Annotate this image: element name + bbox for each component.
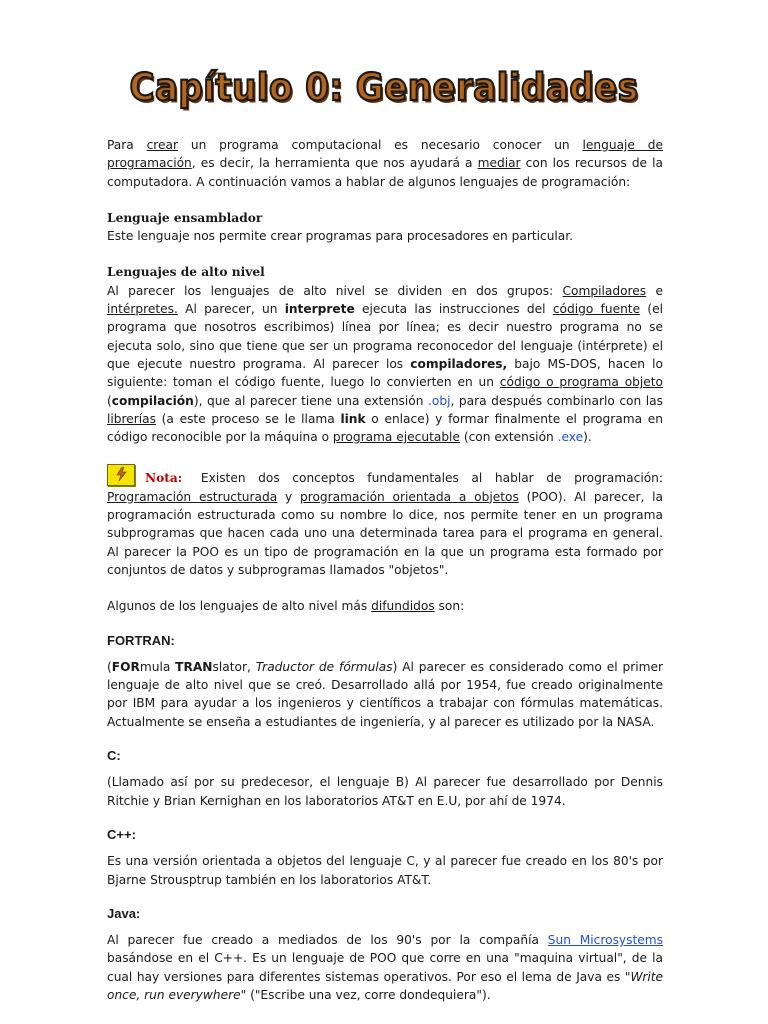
note-icon xyxy=(107,464,135,486)
ensamblador-heading: Lenguaje ensamblador xyxy=(107,210,263,225)
ext-obj: .obj xyxy=(428,393,451,408)
body-text: ( xyxy=(107,393,112,408)
term-link: link xyxy=(340,411,366,426)
intro-paragraph xyxy=(107,136,663,191)
body-text: " ("Escribe una vez, corre dondequiera"). xyxy=(240,987,491,1002)
intro-text: , es decir, la herramienta que nos ayudará a xyxy=(191,156,478,171)
link-programacion-estructurada[interactable]: Programación estructurada xyxy=(107,489,278,504)
fortran-tran: TRAN xyxy=(175,659,213,674)
fortran-heading: FORTRAN: xyxy=(107,632,175,648)
body-text: Existen dos conceptos fundamentales al hablar de programación: xyxy=(188,471,663,486)
link-codigo-fuente[interactable]: código fuente xyxy=(552,302,641,317)
java-motto: Write once, run everywhere xyxy=(107,969,663,1002)
body-text: son: xyxy=(434,599,465,614)
body-text: Al parecer fue creado a mediados de los 90's por la compañía xyxy=(107,933,548,948)
term-interprete: interprete xyxy=(284,302,355,317)
cpp-heading: C++: xyxy=(107,826,136,842)
link-crear[interactable]: crear xyxy=(146,138,179,152)
nota-section xyxy=(107,464,663,579)
body-text: (a este proceso se le llama xyxy=(155,411,341,426)
body-text: e xyxy=(646,283,663,298)
document-body xyxy=(107,136,663,1004)
intro-text: Para xyxy=(107,138,147,152)
body-text: (con extensión xyxy=(459,430,558,445)
fortran-translation: Traductor de fórmulas xyxy=(255,659,393,674)
alto-nivel-section xyxy=(107,263,663,446)
body-text: (POO). Al parecer, la programación estructurada como su nombre lo dice, nos permite tener en un programa subprogramas que hacen cada uno una determinada tarea para el programa en general. Al parecer la POO es un tipo de programación en la que un programa esta formado por conjuntos de datos y subprogramas llamados "objetos". xyxy=(107,489,663,577)
java-heading: Java: xyxy=(107,905,141,921)
c-paragraph: (Llamado así por su predecesor, el lenguaje B) Al parecer fue desarrollado por Dennis Ritchie y Brian Kernighan en los laboratorios AT&T en E.U, por ahí de 1974. xyxy=(107,775,663,808)
link-interpretes[interactable]: intérpretes. xyxy=(107,302,178,317)
algunos-paragraph xyxy=(107,597,663,615)
ensamblador-text: Este lenguaje nos permite crear programas para procesadores en particular. xyxy=(107,229,574,244)
body-text: mula xyxy=(139,659,176,674)
ext-exe: .exe xyxy=(557,430,584,445)
body-text: Al parecer, un xyxy=(177,302,285,317)
ensamblador-section xyxy=(107,209,663,246)
link-librerias[interactable]: librerías xyxy=(107,411,156,426)
link-programa-ejecutable[interactable]: programa ejecutable xyxy=(332,430,460,445)
fortran-paragraph xyxy=(107,658,663,731)
java-paragraph xyxy=(107,931,663,1004)
body-text: basándose en el C++. Es un lenguaje de POO que corre en una "maquina virtual", de la cual hay versiones para diferentes sistemas operativos. Por eso el lema de Java es " xyxy=(107,951,663,984)
link-mediar[interactable]: mediar xyxy=(477,156,521,171)
alto-nivel-heading: Lenguajes de alto nivel xyxy=(107,265,265,280)
body-text: o enlace) y formar finalmente el programa en código reconocible por la máquina o xyxy=(107,411,663,445)
c-heading: C: xyxy=(107,748,121,764)
link-compiladores[interactable]: Compiladores xyxy=(562,283,647,298)
chapter-title: Capítulo 0: Generalidades xyxy=(129,66,639,110)
body-text: bajo MS-DOS, hacen lo siguiente: toman el código fuente, luego lo convierten en un xyxy=(107,356,663,390)
link-difundidos[interactable]: difundidos xyxy=(371,599,435,614)
term-compilacion: compilación xyxy=(111,393,194,408)
nota-label: Nota: xyxy=(145,471,183,486)
body-text: slator, xyxy=(212,659,256,674)
body-text: ) Al parecer es considerado como el primer lenguaje de alto nivel que se creó. Desarrollado allá por 1954, fue creado originalmente por IBM para ayudar a los ingenieros y científicos a trabajar con fórmulas matemáticas. Actualmente se enseña a estudiantes de ingeniería, y al parecer es utilizado por la NASA. xyxy=(107,659,663,729)
body-text: y xyxy=(277,489,300,504)
link-sun-microsystems[interactable]: Sun Microsystems xyxy=(547,933,663,948)
link-lenguaje-programacion[interactable]: lenguaje de programación xyxy=(107,138,663,171)
body-text: Algunos de los lenguajes de alto nivel más xyxy=(107,599,372,614)
body-text: ), que al parecer tiene una extensión xyxy=(193,393,429,408)
body-text: (el programa que nosotros escribimos) línea por línea; es decir nuestro programa no se ejecuta solo, sino que tiene que ser un programa reconocedor del lenguaje (intérprete) el que ejecute nuestro programa. Al parecer los xyxy=(107,302,663,371)
link-codigo-objeto[interactable]: código o programa objeto xyxy=(499,375,664,390)
intro-text: con los recursos de la computadora. A continuación vamos a hablar de algunos lenguajes de programación: xyxy=(107,156,663,189)
body-text: ). xyxy=(583,430,592,445)
intro-text: un programa computacional es necesario conocer un xyxy=(178,138,583,152)
link-poo[interactable]: programación orientada a objetos xyxy=(300,489,519,504)
cpp-paragraph: Es una versión orientada a objetos del lenguaje C, y al parecer fue creado en los 80's por Bjarne Strousptrup también en los laboratorios AT&T. xyxy=(107,854,663,887)
body-text: ( xyxy=(107,659,112,674)
body-text: , para después combinarlo con las xyxy=(450,393,663,408)
term-compiladores: compiladores, xyxy=(410,356,508,371)
body-text: ejecuta las instrucciones del xyxy=(354,302,553,317)
body-text: Al parecer los lenguajes de alto nivel se dividen en dos grupos: xyxy=(107,283,563,298)
fortran-for: FOR xyxy=(111,659,140,674)
